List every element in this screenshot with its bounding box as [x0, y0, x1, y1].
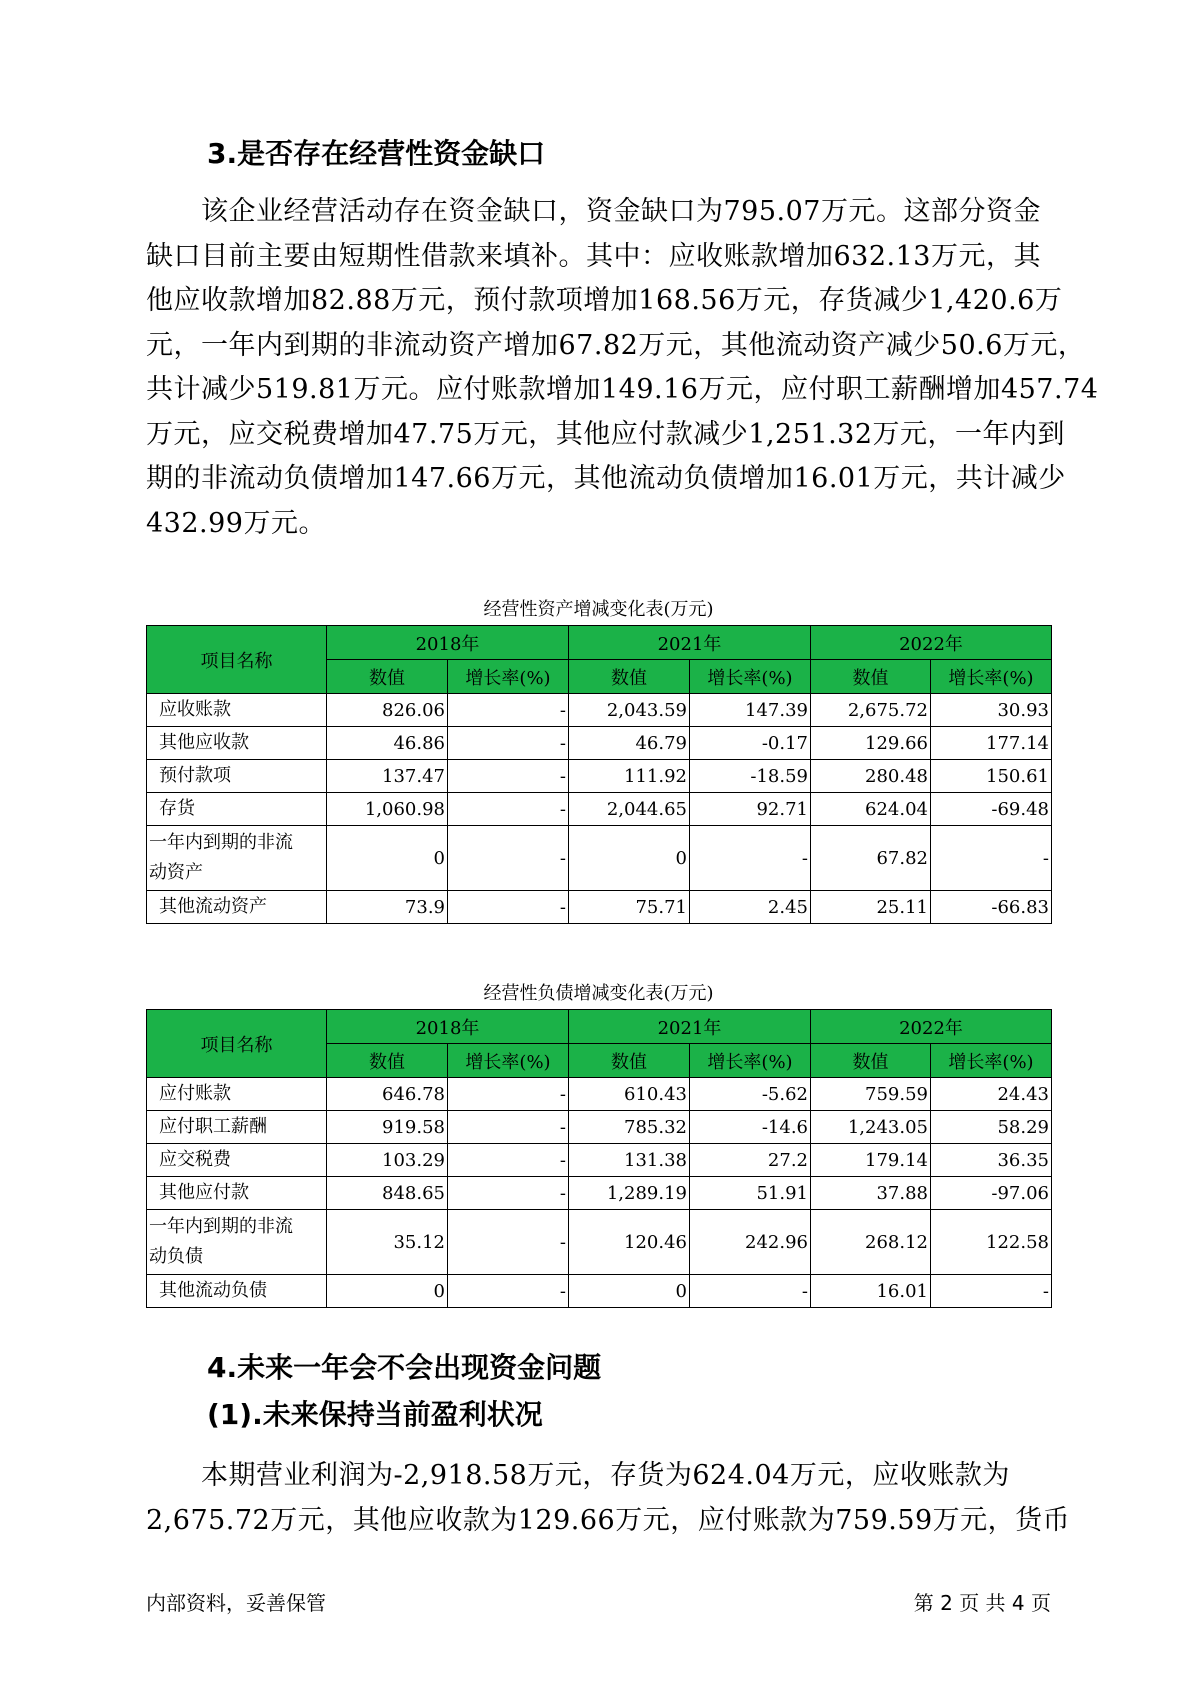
- table-cell: -: [931, 1275, 1052, 1308]
- row-label: [147, 1210, 327, 1275]
- table-cell: 848.65: [327, 1177, 448, 1210]
- table-cell: 137.47: [327, 760, 448, 793]
- table-cell: 147.39: [690, 694, 811, 727]
- table-cell: 610.43: [569, 1078, 690, 1111]
- table-cell: 268.12: [811, 1210, 931, 1275]
- table-cell: -: [448, 760, 569, 793]
- paragraph-line: 本期营业利润为-2,918.58万元，存货为624.04万元，应收账款为: [146, 1460, 1010, 1491]
- table-row: [147, 694, 1052, 727]
- table-cell: 919.58: [327, 1111, 448, 1144]
- table-cell: 51.91: [690, 1177, 811, 1210]
- col-header-value: 数值: [811, 1044, 931, 1078]
- paragraph-line: 元，一年内到期的非流动资产增加67.82万元，其他流动资产减少50.6万元，: [146, 329, 1086, 361]
- table-row: [147, 1078, 1052, 1111]
- table-cell: 0: [569, 1275, 690, 1308]
- table-cell: -: [448, 1078, 569, 1111]
- table-cell: 1,060.98: [327, 793, 448, 826]
- table-cell: 242.96: [690, 1210, 811, 1275]
- table-cell: -: [448, 1177, 569, 1210]
- row-label: 应交税费: [147, 1144, 327, 1177]
- col-header-growth: 增长率(%): [448, 1044, 569, 1078]
- table-cell: 46.86: [327, 727, 448, 760]
- table-cell: 0: [327, 1275, 448, 1308]
- table-cell: 35.12: [327, 1210, 448, 1275]
- table-cell: -: [448, 1210, 569, 1275]
- table-cell: 0: [327, 826, 448, 891]
- table-cell: 646.78: [327, 1078, 448, 1111]
- footer-confidential: 内部资料，妥善保管: [146, 1591, 326, 1615]
- table-cell: -: [448, 694, 569, 727]
- section4-paragraph: [146, 1454, 1071, 1543]
- col-header-year: 2022年: [811, 1010, 1052, 1044]
- col-header-growth: 增长率(%): [931, 660, 1052, 694]
- section3-paragraph: [146, 190, 1099, 546]
- row-label: 其他流动资产: [147, 891, 327, 924]
- table-cell: 92.71: [690, 793, 811, 826]
- table-cell: 103.29: [327, 1144, 448, 1177]
- table-cell: 111.92: [569, 760, 690, 793]
- paragraph-line: 期的非流动负债增加147.66万元，其他流动负债增加16.01万元，共计减少: [146, 463, 1066, 494]
- row-label-line: 动资产: [149, 862, 203, 883]
- section4-heading: 4.未来一年会不会出现资金问题: [207, 1351, 602, 1384]
- table-cell: -: [690, 826, 811, 891]
- table-cell: -97.06: [931, 1177, 1052, 1210]
- row-label-line: 一年内到期的非流: [149, 832, 293, 853]
- col-header-growth: 增长率(%): [690, 660, 811, 694]
- table-row: [147, 891, 1052, 924]
- col-header-growth: 增长率(%): [931, 1044, 1052, 1078]
- table-cell: 826.06: [327, 694, 448, 727]
- table-cell: -: [931, 826, 1052, 891]
- table-cell: 129.66: [811, 727, 931, 760]
- footer-page-number: 第 2 页 共 4 页: [913, 1591, 1051, 1615]
- col-header-growth: 增长率(%): [448, 660, 569, 694]
- table-cell: 75.71: [569, 891, 690, 924]
- table-cell: -18.59: [690, 760, 811, 793]
- table-cell: 785.32: [569, 1111, 690, 1144]
- row-label: 其他流动负债: [147, 1275, 327, 1308]
- table-cell: -: [448, 826, 569, 891]
- table-cell: 67.82: [811, 826, 931, 891]
- table-cell: 179.14: [811, 1144, 931, 1177]
- table-cell: -: [448, 1111, 569, 1144]
- table-cell: 122.58: [931, 1210, 1052, 1275]
- paragraph-line: 该企业经营活动存在资金缺口，资金缺口为795.07万元。这部分资金: [146, 196, 1041, 227]
- table-cell: -69.48: [931, 793, 1052, 826]
- table-cell: -: [448, 793, 569, 826]
- table-cell: 2.45: [690, 891, 811, 924]
- col-header-name: 项目名称: [147, 626, 327, 694]
- table-row: [147, 760, 1052, 793]
- table-cell: -: [448, 1275, 569, 1308]
- col-header-value: 数值: [327, 1044, 448, 1078]
- table-cell: 759.59: [811, 1078, 931, 1111]
- table-row: [147, 826, 1052, 891]
- table-row: [147, 1210, 1052, 1275]
- table-row: [147, 1111, 1052, 1144]
- col-header-year: 2022年: [811, 626, 1052, 660]
- table-cell: 2,675.72: [811, 694, 931, 727]
- table-cell: -: [448, 1144, 569, 1177]
- row-label: 应付账款: [147, 1078, 327, 1111]
- table-row: [147, 1275, 1052, 1308]
- table-cell: -66.83: [931, 891, 1052, 924]
- row-label: 预付款项: [147, 760, 327, 793]
- table-cell: 36.35: [931, 1144, 1052, 1177]
- row-label: 其他应付款: [147, 1177, 327, 1210]
- paragraph-line: 他应收款增加82.88万元，预付款项增加168.56万元，存货减少1,420.6万: [146, 285, 1063, 316]
- paragraph-line: 缺口目前主要由短期性借款来填补。其中：应收账款增加632.13万元，其: [146, 240, 1041, 272]
- table-cell: -0.17: [690, 727, 811, 760]
- table-cell: 24.43: [931, 1078, 1052, 1111]
- row-label: 应收账款: [147, 694, 327, 727]
- table-cell: 624.04: [811, 793, 931, 826]
- paragraph-line: 2,675.72万元，其他应收款为129.66万元，应付账款为759.59万元，货币: [146, 1504, 1071, 1536]
- col-header-year: 2018年: [327, 1010, 569, 1044]
- section3-heading: 3.是否存在经营性资金缺口: [207, 137, 546, 170]
- asset-table: [146, 625, 1052, 924]
- paragraph-line: 万元，应交税费增加47.75万元，其他应付款减少1,251.32万元，一年内到: [146, 418, 1066, 450]
- col-header-value: 数值: [569, 1044, 690, 1078]
- row-label-line: 一年内到期的非流: [149, 1216, 293, 1237]
- table-row: [147, 793, 1052, 826]
- table-cell: -14.6: [690, 1111, 811, 1144]
- table-cell: -: [448, 891, 569, 924]
- col-header-value: 数值: [569, 660, 690, 694]
- table-row: [147, 1177, 1052, 1210]
- table-cell: 46.79: [569, 727, 690, 760]
- table-cell: 1,289.19: [569, 1177, 690, 1210]
- table-row: [147, 727, 1052, 760]
- table-cell: 120.46: [569, 1210, 690, 1275]
- table-cell: 73.9: [327, 891, 448, 924]
- table-cell: -5.62: [690, 1078, 811, 1111]
- row-label: 应付职工薪酬: [147, 1111, 327, 1144]
- col-header-value: 数值: [811, 660, 931, 694]
- table-cell: 25.11: [811, 891, 931, 924]
- table-row: [147, 1144, 1052, 1177]
- liability-table-caption: 经营性负债增减变化表(万元): [483, 983, 714, 1004]
- row-label: [147, 826, 327, 891]
- paragraph-line: 共计减少519.81万元。应付账款增加149.16万元，应付职工薪酬增加457.74: [146, 374, 1099, 405]
- table-cell: 150.61: [931, 760, 1052, 793]
- table-cell: 2,043.59: [569, 694, 690, 727]
- col-header-year: 2021年: [569, 626, 811, 660]
- liability-table: [146, 1009, 1052, 1308]
- table-cell: 280.48: [811, 760, 931, 793]
- table-cell: 0: [569, 826, 690, 891]
- table-cell: -: [690, 1275, 811, 1308]
- table-cell: 1,243.05: [811, 1111, 931, 1144]
- col-header-year: 2018年: [327, 626, 569, 660]
- col-header-value: 数值: [327, 660, 448, 694]
- table-cell: 30.93: [931, 694, 1052, 727]
- row-label-line: 动负债: [149, 1246, 203, 1267]
- row-label: 其他应收款: [147, 727, 327, 760]
- table-cell: 27.2: [690, 1144, 811, 1177]
- section4-subheading: (1).未来保持当前盈利状况: [207, 1398, 543, 1431]
- row-label: 存货: [147, 793, 327, 826]
- table-cell: 37.88: [811, 1177, 931, 1210]
- table-cell: -: [448, 727, 569, 760]
- col-header-growth: 增长率(%): [690, 1044, 811, 1078]
- table-cell: 16.01: [811, 1275, 931, 1308]
- col-header-year: 2021年: [569, 1010, 811, 1044]
- table-cell: 2,044.65: [569, 793, 690, 826]
- col-header-name: 项目名称: [147, 1010, 327, 1078]
- table-cell: 58.29: [931, 1111, 1052, 1144]
- table-cell: 131.38: [569, 1144, 690, 1177]
- asset-table-caption: 经营性资产增减变化表(万元): [483, 599, 714, 620]
- paragraph-line: 432.99万元。: [146, 507, 326, 539]
- table-cell: 177.14: [931, 727, 1052, 760]
